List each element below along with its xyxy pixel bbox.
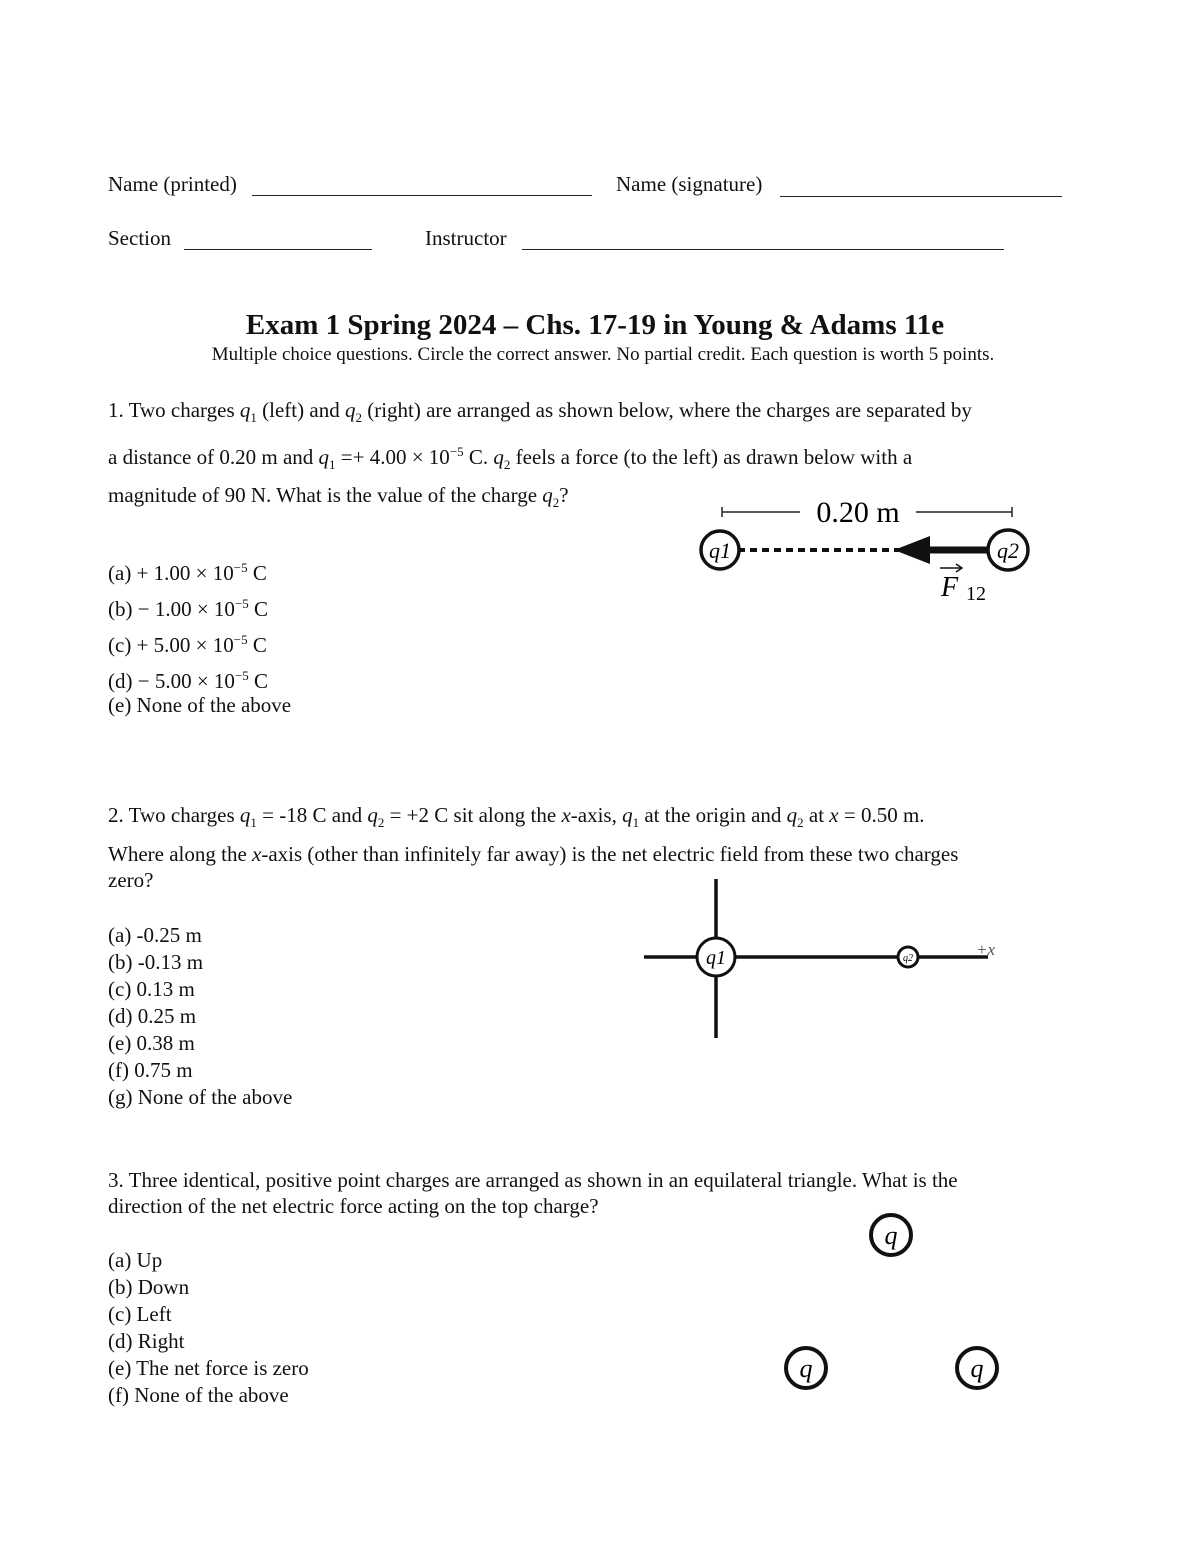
q3-option-b[interactable]: (b) Down — [108, 1275, 190, 1299]
section-label: Section — [108, 226, 171, 250]
q2-charge-label: q2 — [903, 953, 913, 964]
name-signature-label: Name (signature) — [616, 172, 763, 196]
instructor-line — [522, 249, 1004, 250]
q1-line-1: 1. Two charges $q_1$ (left) and $q_2$ (right) are arranged as shown below, where the charges are separated by — [108, 398, 972, 426]
section-line — [184, 249, 372, 250]
q3-option-f[interactable]: (f) None of the above — [108, 1383, 289, 1407]
force-subscript: 12 — [966, 583, 986, 605]
exam-title: Exam 1 Spring 2024 – Chs. 17-19 in Young & Adams 11e — [245, 309, 945, 341]
q1-line-3: magnitude of 90 N. What is the value of the charge $q_2$? — [108, 483, 569, 511]
name-printed-line — [252, 195, 592, 196]
force-arrowhead — [894, 536, 930, 564]
q2-line-1: 2. Two charges $q_1 = -18$ C and $q_2 = +2$ C sit along the x-axis, $q_1$ at the origin and $q_2$ at x = 0.50 m. — [108, 803, 925, 831]
q2-line-3: zero? — [108, 868, 154, 892]
q1-diagram — [690, 490, 1050, 610]
q2-option-c[interactable]: (c) 0.13 m — [108, 977, 195, 1001]
q2-option-e[interactable]: (e) 0.38 m — [108, 1031, 195, 1055]
q3-line-2: direction of the net electric force acting on the top charge? — [108, 1194, 599, 1218]
q3-option-c[interactable]: (c) Left — [108, 1302, 172, 1326]
axis-label: +x — [976, 940, 996, 959]
q1-charge-label: q1 — [706, 947, 726, 969]
q2-diagram — [640, 875, 1020, 1045]
q3-diagram — [770, 1200, 1020, 1400]
distance-label: 0.20 m — [816, 496, 900, 529]
q2-option-b[interactable]: (b) -0.13 m — [108, 950, 204, 974]
instructor-label: Instructor — [425, 226, 507, 250]
q3-line-1: 3. Three identical, positive point charges are arranged as shown in an equilateral triangle. What is the — [108, 1168, 958, 1192]
q1-option-e[interactable]: (e) None of the above — [108, 693, 292, 717]
q2-option-g[interactable]: (g) None of the above — [108, 1085, 293, 1109]
q2-option-d[interactable]: (d) 0.25 m — [108, 1004, 197, 1028]
q3-option-e[interactable]: (e) The net force is zero — [108, 1356, 309, 1380]
q3-option-a[interactable]: (a) Up — [108, 1248, 163, 1272]
exam-instructions: Multiple choice questions. Circle the correct answer. No partial credit. Each question is worth 5 points. — [211, 344, 995, 365]
bottom-left-charge-label: q — [799, 1354, 813, 1383]
q1-line-2: a distance of 0.20 m and $q_1 =+ 4.00 \times 10^{-5}$ C. $q_2$ feels a force (to the left) as drawn below with a — [108, 444, 913, 473]
q1-option-c[interactable]: $(c) + 5.00 \times 10^{-5}$ C — [108, 632, 267, 657]
name-printed-label: Name (printed) — [108, 172, 237, 196]
force-label: F — [941, 572, 959, 603]
q1-option-b[interactable]: $(b) - 1.00 \times 10^{-5}$ C — [108, 596, 269, 621]
q1-option-d[interactable]: $(d) - 5.00 \times 10^{-5}$ C — [108, 668, 269, 693]
q1-charge-label: q1 — [709, 538, 731, 563]
q2-option-f[interactable]: (f) 0.75 m — [108, 1058, 193, 1082]
q2-option-a[interactable]: (a) -0.25 m — [108, 923, 202, 947]
q1-option-a[interactable]: $(a) + 1.00 \times 10^{-5}$ C — [108, 560, 267, 585]
bottom-right-charge-label: q — [970, 1354, 984, 1383]
top-charge-label: q — [884, 1221, 898, 1250]
q2-line-2: Where along the x-axis (other than infinitely far away) is the net electric field from these two charges — [108, 842, 959, 866]
q3-option-d[interactable]: (d) Right — [108, 1329, 185, 1353]
name-signature-line — [780, 196, 1062, 197]
q2-charge-label: q2 — [997, 538, 1019, 563]
